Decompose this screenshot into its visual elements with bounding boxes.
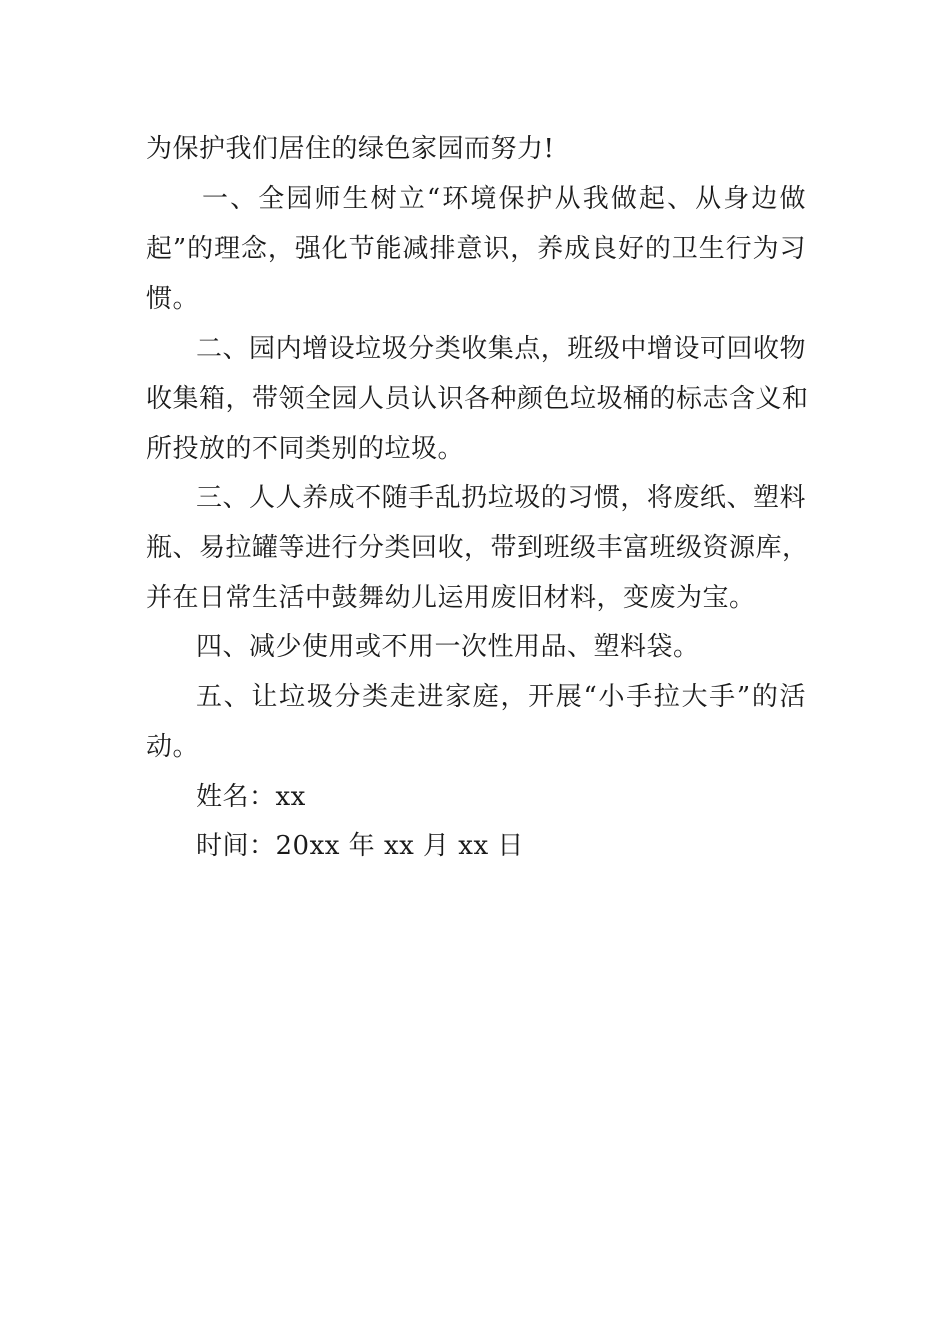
item-3-line-2: 瓶、易拉罐等进行分类回收，带到班级丰富班级资源库， bbox=[146, 533, 809, 563]
item-2-line-2: 收集箱，带领全园人员认识各种颜色垃圾桶的标志含义和 bbox=[146, 384, 809, 414]
item-4-line-1: 四、减少使用或不用一次性用品、塑料袋。 bbox=[196, 632, 700, 662]
item-3-line-3: 并在日常生活中鼓舞幼儿运用废旧材料，变废为宝。 bbox=[146, 583, 756, 613]
item-2-line-3: 所投放的不同类别的垃圾。 bbox=[146, 434, 465, 464]
item-1-line-1: 一、全园师生树立“环境保护从我做起、从身边做 bbox=[202, 184, 806, 214]
item-1-line-3: 惯。 bbox=[146, 284, 200, 314]
signature-name: 姓名：xx bbox=[196, 782, 306, 812]
item-2-line-1: 二、园内增设垃圾分类收集点，班级中增设可回收物 bbox=[196, 334, 806, 364]
item-5-line-2: 动。 bbox=[146, 732, 200, 762]
paragraph-intro-end: 为保护我们居住的绿色家园而努力! bbox=[146, 134, 555, 164]
item-5-line-1: 五、让垃圾分类走进家庭，开展“小手拉大手”的活 bbox=[196, 682, 806, 712]
signature-date: 时间：20xx 年 xx 月 xx 日 bbox=[196, 831, 524, 861]
item-1-line-2: 起”的理念，强化节能减排意识，养成良好的卫生行为习 bbox=[146, 234, 806, 264]
item-3-line-1: 三、人人养成不随手乱扔垃圾的习惯，将废纸、塑料 bbox=[196, 483, 806, 513]
